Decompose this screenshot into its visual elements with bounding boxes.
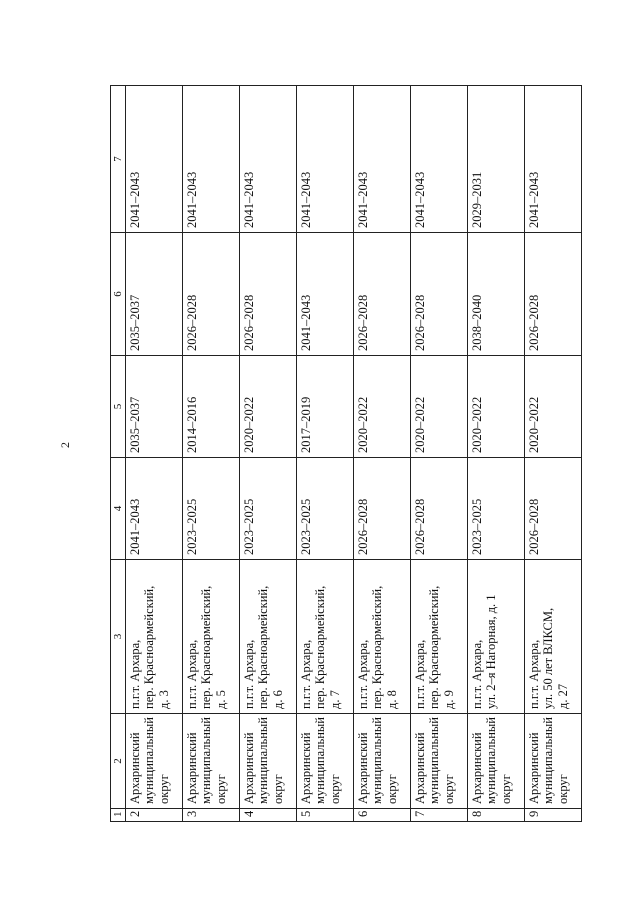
- period-cell-6: 2026–2028: [525, 233, 582, 356]
- row-number-cell: 2: [126, 809, 183, 822]
- row-number-cell: 4: [240, 809, 297, 822]
- period-cell-7: 2041–2043: [126, 86, 183, 233]
- period-cell-7: 2041–2043: [525, 86, 582, 233]
- table-body: [111, 86, 582, 822]
- period-cell-4: 2023–2025: [468, 458, 525, 560]
- period-cell-4: 2023–2025: [183, 458, 240, 560]
- period-cell-7: 2041–2043: [183, 86, 240, 233]
- period-cell-7: 2041–2043: [240, 86, 297, 233]
- header-cell-3: 3: [111, 560, 126, 714]
- table-row: [126, 86, 183, 822]
- period-cell-5: 2017–2019: [297, 356, 354, 458]
- period-cell-5: 2020–2022: [468, 356, 525, 458]
- period-cell-6: 2026–2028: [354, 233, 411, 356]
- period-cell-4: 2023–2025: [297, 458, 354, 560]
- district-cell: Архаринский муниципальный округ: [468, 714, 525, 809]
- row-number-cell: 3: [183, 809, 240, 822]
- table-row: [297, 86, 354, 822]
- period-cell-7: 2041–2043: [297, 86, 354, 233]
- period-cell-7: 2041–2043: [354, 86, 411, 233]
- period-cell-5: 2020–2022: [240, 356, 297, 458]
- period-cell-6: 2026–2028: [411, 233, 468, 356]
- header-cell-7: 7: [111, 86, 126, 233]
- address-cell: п.г.т. Архара, пер. Красноармейский, д. 3: [126, 560, 183, 714]
- address-cell: п.г.т. Архара, пер. Красноармейский, д. 5: [183, 560, 240, 714]
- row-number-cell: 9: [525, 809, 582, 822]
- period-cell-4: 2041–2043: [126, 458, 183, 560]
- address-cell: п.г.т. Архара, пер. Красноармейский, д. 8: [354, 560, 411, 714]
- district-cell: Архаринский муниципальный округ: [411, 714, 468, 809]
- page-number: 2: [58, 442, 72, 448]
- table-row: [525, 86, 582, 822]
- header-cell-6: 6: [111, 233, 126, 356]
- row-number-cell: 8: [468, 809, 525, 822]
- period-cell-4: 2026–2028: [354, 458, 411, 560]
- row-number-cell: 6: [354, 809, 411, 822]
- period-cell-6: 2026–2028: [183, 233, 240, 356]
- period-cell-6: 2026–2028: [240, 233, 297, 356]
- period-cell-5: 2020–2022: [354, 356, 411, 458]
- district-cell: Архаринский муниципальный округ: [525, 714, 582, 809]
- period-cell-5: 2020–2022: [525, 356, 582, 458]
- row-number-cell: 7: [411, 809, 468, 822]
- period-cell-6: 2041–2043: [297, 233, 354, 356]
- table-row: [240, 86, 297, 822]
- table-row: [354, 86, 411, 822]
- address-cell: п.г.т. Архара, пер. Красноармейский, д. 6: [240, 560, 297, 714]
- period-cell-6: 2035–2037: [126, 233, 183, 356]
- period-cell-5: 2020–2022: [411, 356, 468, 458]
- period-cell-5: 2014–2016: [183, 356, 240, 458]
- schedule-table: [110, 85, 582, 822]
- period-cell-7: 2041–2043: [411, 86, 468, 233]
- district-cell: Архаринский муниципальный округ: [354, 714, 411, 809]
- district-cell: Архаринский муниципальный округ: [183, 714, 240, 809]
- district-cell: Архаринский муниципальный округ: [126, 714, 183, 809]
- table-row: [183, 86, 240, 822]
- header-cell-2: 2: [111, 714, 126, 809]
- row-number-cell: 5: [297, 809, 354, 822]
- period-cell-4: 2026–2028: [411, 458, 468, 560]
- period-cell-5: 2035–2037: [126, 356, 183, 458]
- header-cell-5: 5: [111, 356, 126, 458]
- address-cell: п.г.т. Архара, пер. Красноармейский, д. 7: [297, 560, 354, 714]
- address-cell: п.г.т. Архара, пер. Красноармейский, д. 9: [411, 560, 468, 714]
- period-cell-7: 2029–2031: [468, 86, 525, 233]
- address-cell: п.г.т. Архара, ул. 50 лет ВЛКСМ, д. 27: [525, 560, 582, 714]
- table-row: [468, 86, 525, 822]
- address-cell: п.г.т. Архара, ул. 2–я Нагорная, д. 1: [468, 560, 525, 714]
- district-cell: Архаринский муниципальный округ: [240, 714, 297, 809]
- header-cell-1: 1: [111, 809, 126, 822]
- header-cell-4: 4: [111, 458, 126, 560]
- period-cell-6: 2038–2040: [468, 233, 525, 356]
- rotated-table-wrapper: [110, 86, 590, 822]
- period-cell-4: 2023–2025: [240, 458, 297, 560]
- table-row: [411, 86, 468, 822]
- district-cell: Архаринский муниципальный округ: [297, 714, 354, 809]
- table-header-row: [111, 86, 126, 822]
- period-cell-4: 2026–2028: [525, 458, 582, 560]
